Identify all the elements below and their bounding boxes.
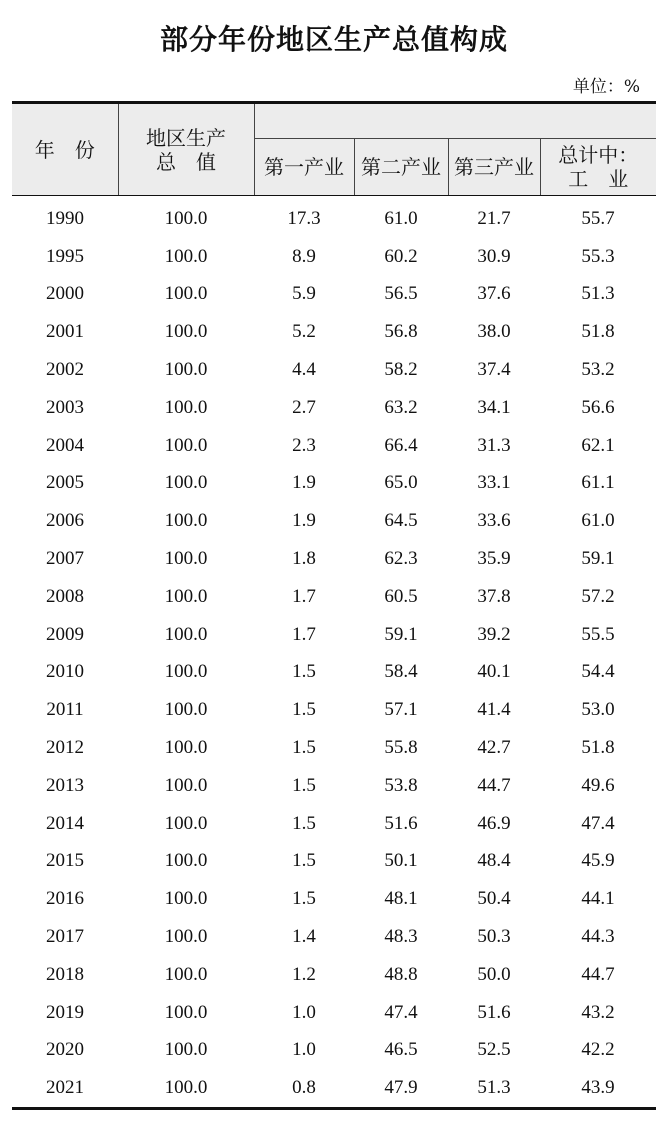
cell-primary: 17.3 [287, 207, 321, 229]
cell-industry: 59.1 [581, 548, 615, 570]
cell-tertiary: 44.7 [477, 774, 511, 796]
cell-year: 2011 [46, 699, 84, 721]
cell-secondary: 60.5 [384, 585, 418, 607]
cell-secondary: 47.9 [354, 1069, 448, 1108]
cell-secondary: 46.5 [384, 1039, 418, 1061]
cell-primary: 1.0 [292, 1001, 316, 1023]
cell-tertiary: 38.0 [477, 321, 511, 343]
cell-primary: 1.4 [292, 926, 316, 948]
cell-gdp-total: 100.0 [164, 699, 208, 721]
cell-secondary: 56.5 [384, 283, 418, 305]
header-primary-industry: 第一产业 [254, 139, 354, 196]
cell-secondary: 58.2 [384, 359, 418, 381]
table-body [12, 196, 656, 1109]
table-row [12, 1032, 656, 1070]
cell-tertiary: 35.9 [477, 548, 511, 570]
cell-primary: 1.5 [292, 661, 316, 683]
table-row [12, 691, 656, 729]
cell-industry: 44.7 [581, 963, 615, 985]
cell-secondary: 48.1 [384, 888, 418, 910]
cell-primary: 2.7 [292, 396, 316, 418]
cell-primary: 1.8 [292, 548, 316, 570]
cell-tertiary: 33.6 [477, 510, 511, 532]
cell-year: 2006 [46, 510, 84, 532]
cell-primary: 1.9 [292, 472, 316, 494]
header-industry-line1: 总计中： [558, 143, 639, 167]
cell-primary: 1.9 [292, 510, 316, 532]
cell-tertiary: 52.5 [477, 1039, 511, 1061]
cell-industry: 57.2 [581, 585, 615, 607]
table-row [12, 540, 656, 578]
cell-industry: 51.8 [581, 321, 615, 343]
cell-tertiary: 40.1 [477, 661, 511, 683]
header-year: 年 份 [12, 103, 118, 196]
cell-industry: 44.3 [581, 926, 615, 948]
cell-secondary: 48.8 [384, 963, 418, 985]
cell-gdp-total: 100.0 [164, 623, 208, 645]
table-row [12, 729, 656, 767]
cell-tertiary: 34.1 [477, 396, 511, 418]
header-tertiary-industry: 第三产业 [448, 139, 540, 196]
table-row [12, 805, 656, 843]
cell-secondary: 47.4 [384, 1001, 418, 1023]
cell-gdp-total: 100.0 [164, 1001, 208, 1023]
cell-tertiary: 51.6 [477, 1001, 511, 1023]
cell-year: 2005 [46, 472, 84, 494]
cell-gdp-total: 100.0 [164, 737, 208, 759]
cell-industry: 53.0 [581, 699, 615, 721]
table-row [12, 351, 656, 389]
cell-year: 2009 [46, 623, 84, 645]
cell-primary: 1.5 [292, 850, 316, 872]
cell-secondary: 64.5 [384, 510, 418, 532]
cell-industry: 54.4 [581, 661, 615, 683]
cell-year: 2004 [46, 434, 84, 456]
cell-gdp-total: 100.0 [164, 1039, 208, 1061]
cell-tertiary: 50.4 [477, 888, 511, 910]
header-industry-subtotal [540, 139, 656, 196]
cell-industry: 56.6 [581, 396, 615, 418]
cell-industry: 49.6 [581, 774, 615, 796]
cell-industry: 51.8 [581, 737, 615, 759]
cell-primary: 8.9 [292, 245, 316, 267]
cell-gdp-total: 100.0 [164, 396, 208, 418]
header-gdp-total [118, 103, 254, 196]
cell-industry: 43.2 [581, 1001, 615, 1023]
cell-gdp-total: 100.0 [164, 661, 208, 683]
cell-primary: 1.0 [292, 1039, 316, 1061]
cell-primary: 1.7 [292, 623, 316, 645]
cell-gdp-total: 100.0 [164, 926, 208, 948]
cell-year: 1990 [46, 207, 84, 229]
cell-year: 2012 [46, 737, 84, 759]
cell-tertiary: 50.3 [477, 926, 511, 948]
cell-primary: 0.8 [254, 1069, 354, 1108]
cell-tertiary: 41.4 [477, 699, 511, 721]
cell-primary: 1.5 [292, 737, 316, 759]
cell-secondary: 62.3 [384, 548, 418, 570]
table-row [12, 427, 656, 465]
unit-label: 单位：% [572, 77, 640, 97]
cell-gdp-total: 100.0 [164, 850, 208, 872]
cell-primary: 5.9 [292, 283, 316, 305]
cell-industry: 53.2 [581, 359, 615, 381]
header-industry-line2: 工 业 [568, 167, 629, 191]
cell-primary: 1.2 [292, 963, 316, 985]
gdp-composition-table [12, 101, 656, 1110]
cell-secondary: 48.3 [384, 926, 418, 948]
cell-tertiary: 42.7 [477, 737, 511, 759]
table-row [12, 616, 656, 654]
cell-primary: 2.3 [292, 434, 316, 456]
cell-secondary: 66.4 [384, 434, 418, 456]
table-row [12, 956, 656, 994]
cell-industry: 55.5 [581, 623, 615, 645]
cell-industry: 61.1 [581, 472, 615, 494]
cell-tertiary: 30.9 [477, 245, 511, 267]
cell-year: 2021 [12, 1069, 118, 1108]
cell-primary: 1.5 [292, 699, 316, 721]
table-row [12, 654, 656, 692]
cell-gdp-total: 100.0 [164, 321, 208, 343]
cell-primary: 5.2 [292, 321, 316, 343]
cell-secondary: 56.8 [384, 321, 418, 343]
cell-year: 2002 [46, 359, 84, 381]
cell-gdp-total: 100.0 [164, 585, 208, 607]
cell-gdp-total: 100.0 [164, 548, 208, 570]
table-row [12, 880, 656, 918]
cell-year: 2007 [46, 548, 84, 570]
cell-industry: 55.3 [581, 245, 615, 267]
header-gdp-total-line1: 地区生产 [146, 125, 226, 150]
cell-tertiary: 50.0 [477, 963, 511, 985]
cell-industry: 51.3 [581, 283, 615, 305]
table-row [12, 918, 656, 956]
page-title: 部分年份地区生产总值构成 [159, 23, 508, 56]
table-row [12, 389, 656, 427]
cell-gdp-total: 100.0 [164, 359, 208, 381]
cell-year: 2015 [46, 850, 84, 872]
cell-year: 2010 [46, 661, 84, 683]
cell-gdp-total: 100.0 [164, 510, 208, 532]
cell-year: 2008 [46, 585, 84, 607]
table-row [12, 994, 656, 1032]
cell-tertiary: 39.2 [477, 623, 511, 645]
cell-gdp-total: 100.0 [118, 1069, 254, 1108]
cell-industry: 42.2 [581, 1039, 615, 1061]
cell-industry: 61.0 [581, 510, 615, 532]
cell-primary: 1.7 [292, 585, 316, 607]
cell-secondary: 50.1 [384, 850, 418, 872]
cell-gdp-total: 100.0 [164, 774, 208, 796]
cell-secondary: 61.0 [384, 207, 418, 229]
cell-secondary: 51.6 [384, 812, 418, 834]
cell-year: 2018 [46, 963, 84, 985]
table-row [12, 578, 656, 616]
cell-year: 2000 [46, 283, 84, 305]
cell-industry: 45.9 [581, 850, 615, 872]
cell-year: 2003 [46, 396, 84, 418]
cell-tertiary: 33.1 [477, 472, 511, 494]
cell-year: 2020 [46, 1039, 84, 1061]
cell-gdp-total: 100.0 [164, 963, 208, 985]
table-row [12, 276, 656, 314]
cell-primary: 1.5 [292, 888, 316, 910]
table-row [12, 465, 656, 503]
cell-year: 2016 [46, 888, 84, 910]
cell-year: 2001 [46, 321, 84, 343]
cell-gdp-total: 100.0 [164, 207, 208, 229]
cell-secondary: 59.1 [384, 623, 418, 645]
cell-gdp-total: 100.0 [164, 888, 208, 910]
cell-primary: 1.5 [292, 812, 316, 834]
cell-year: 2014 [46, 812, 84, 834]
cell-tertiary: 51.3 [448, 1069, 540, 1108]
cell-tertiary: 37.4 [477, 359, 511, 381]
cell-industry: 62.1 [581, 434, 615, 456]
cell-tertiary: 21.7 [477, 207, 511, 229]
cell-industry: 44.1 [581, 888, 615, 910]
table-row [12, 767, 656, 805]
cell-year: 1995 [46, 245, 84, 267]
cell-tertiary: 46.9 [477, 812, 511, 834]
cell-industry: 55.7 [581, 207, 615, 229]
table-row [12, 502, 656, 540]
cell-secondary: 63.2 [384, 396, 418, 418]
cell-tertiary: 37.6 [477, 283, 511, 305]
gdp-composition-table-container [12, 101, 656, 1110]
cell-gdp-total: 100.0 [164, 472, 208, 494]
cell-year: 2019 [46, 1001, 84, 1023]
cell-secondary: 55.8 [384, 737, 418, 759]
header-spacer [254, 103, 656, 139]
cell-secondary: 60.2 [384, 245, 418, 267]
cell-secondary: 58.4 [384, 661, 418, 683]
cell-tertiary: 37.8 [477, 585, 511, 607]
cell-tertiary: 48.4 [477, 850, 511, 872]
cell-secondary: 53.8 [384, 774, 418, 796]
cell-gdp-total: 100.0 [164, 245, 208, 267]
table-row [12, 1069, 656, 1108]
header-gdp-total-line2: 总 值 [156, 149, 216, 174]
table-row [12, 843, 656, 881]
cell-year: 2013 [46, 774, 84, 796]
header-secondary-industry: 第二产业 [354, 139, 448, 196]
table-row [12, 238, 656, 276]
cell-tertiary: 31.3 [477, 434, 511, 456]
table-row [12, 196, 656, 238]
table-row [12, 313, 656, 351]
cell-year: 2017 [46, 926, 84, 948]
cell-primary: 4.4 [292, 359, 316, 381]
cell-gdp-total: 100.0 [164, 283, 208, 305]
cell-industry: 43.9 [540, 1069, 656, 1108]
cell-industry: 47.4 [581, 812, 615, 834]
cell-secondary: 65.0 [384, 472, 418, 494]
cell-gdp-total: 100.0 [164, 812, 208, 834]
cell-secondary: 57.1 [384, 699, 418, 721]
cell-gdp-total: 100.0 [164, 434, 208, 456]
cell-primary: 1.5 [292, 774, 316, 796]
